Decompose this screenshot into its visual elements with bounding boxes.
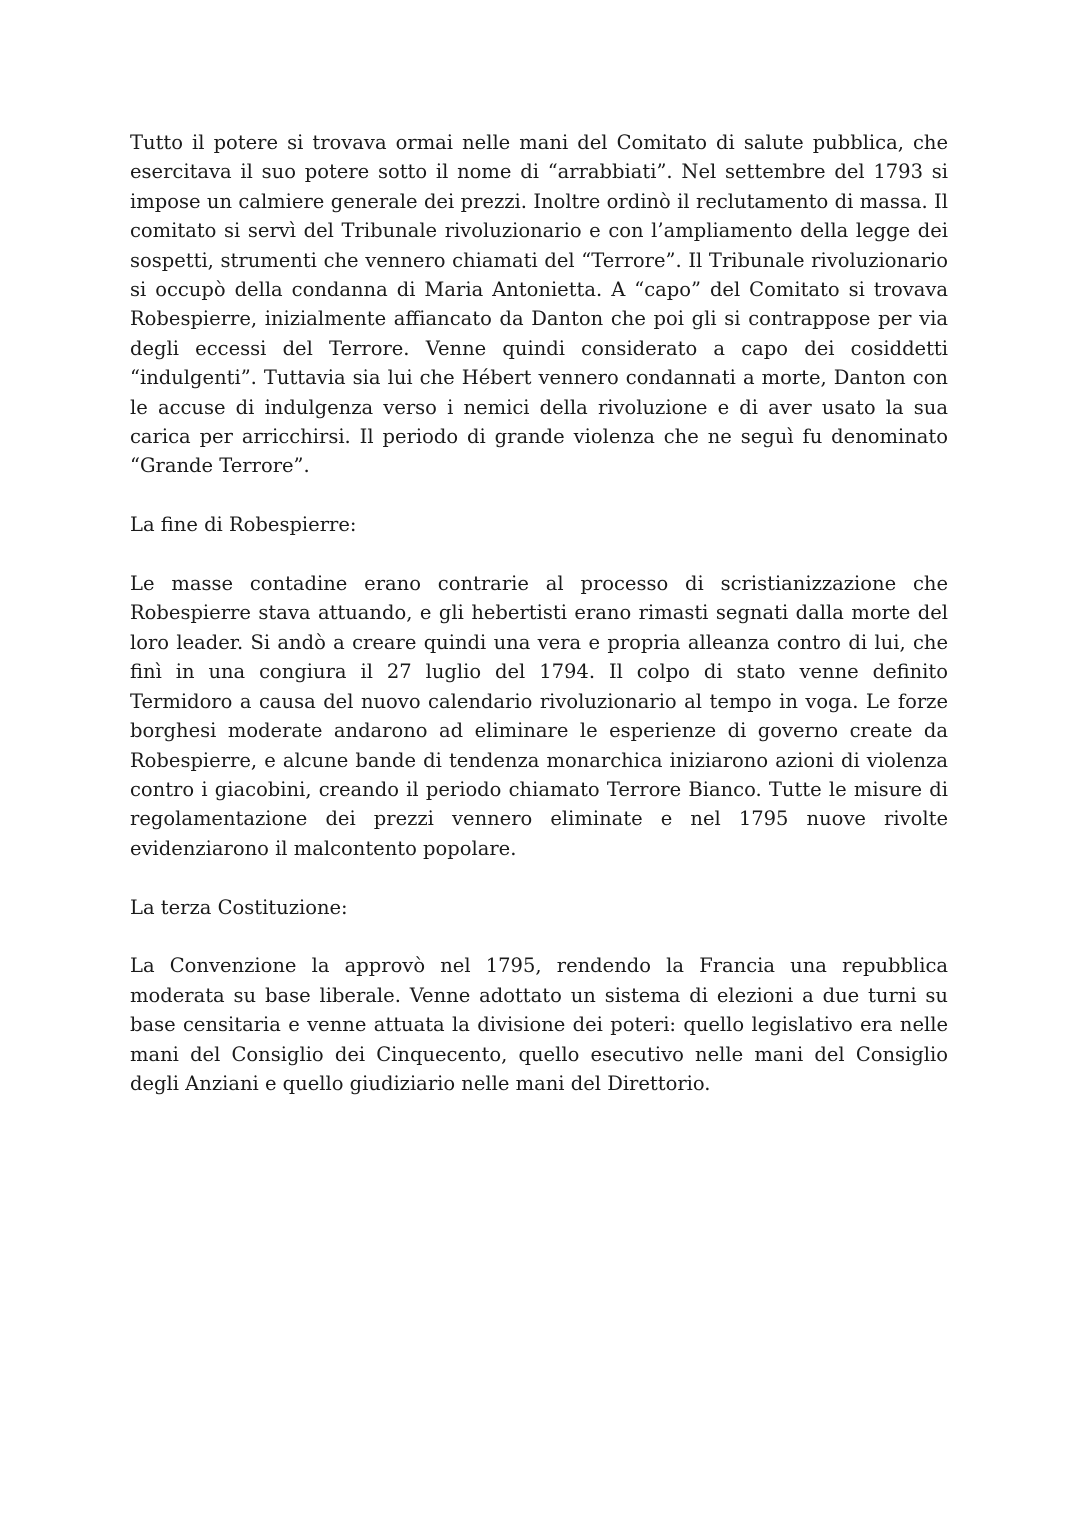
heading-terza-costituzione: La terza Costituzione: bbox=[130, 895, 348, 919]
document-page bbox=[130, 128, 948, 1098]
paragraph-comitato: Tutto il potere si trovava ormai nelle mani del Comitato di salute pubblica, che esercitava il suo potere sotto il nome di “arrabbiati”. Nel settembre del 1793 si impose un calmiere generale dei prezzi. Inoltre ordinò il reclutamento di massa. Il comitato si servì del Tribunale rivoluzionario e con l’ampliamento della legge dei sospetti, strumenti che vennero chiamati del “Terrore”. Il Tribunale rivoluzionario si occupò della condanna di Maria Antonietta. A “capo” del Comitato si trovava Robespierre, inizialmente affiancato da Danton che poi gli si contrappose per via degli eccessi del Terrore. Venne quindi considerato a capo dei cosiddetti “indulgenti”. Tuttavia sia lui che Hébert vennero condannati a morte, Danton con le accuse di indulgenza verso i nemici della rivoluzione e di aver usato la sua carica per arricchirsi. Il periodo di grande violenza che ne seguì fu denominato “Grande Terrore”. bbox=[130, 131, 948, 478]
heading-fine-robespierre: La fine di Robespierre: bbox=[130, 513, 357, 537]
paragraph-terza-costituzione: La Convenzione la approvò nel 1795, rendendo la Francia una repubblica moderata su base liberale. Venne adottato un sistema di elezioni a due turni su base censitaria e venne attuata la divisione dei poteri: quello legislativo era nelle mani del Consiglio dei Cinquecento, quello esecutivo nelle mani del Consiglio degli Anziani e quello giudiziario nelle mani del Direttorio. bbox=[130, 954, 948, 1095]
spacer bbox=[130, 481, 948, 510]
spacer bbox=[130, 540, 948, 569]
spacer bbox=[130, 863, 948, 892]
spacer bbox=[130, 922, 948, 951]
paragraph-fine-robespierre: Le masse contadine erano contrarie al processo di scristianizzazione che Robespierre stava attuando, e gli hebertisti erano rimasti segnati dalla morte del loro leader. Si andò a creare quindi una vera e propria alleanza contro di lui, che finì in una congiura il 27 luglio del 1794. Il colpo di stato venne definito Termidoro a causa del nuovo calendario rivoluzionario al tempo in voga. Le forze borghesi moderate andarono ad eliminare le esperienze di governo create da Robespierre, e alcune bande di tendenza monarchica iniziarono azioni di violenza contro i giacobini, creando il periodo chiamato Terrore Bianco. Tutte le misure di regolamentazione dei prezzi vennero eliminate e nel 1795 nuove rivolte evidenziarono il malcontento popolare. bbox=[130, 572, 948, 860]
